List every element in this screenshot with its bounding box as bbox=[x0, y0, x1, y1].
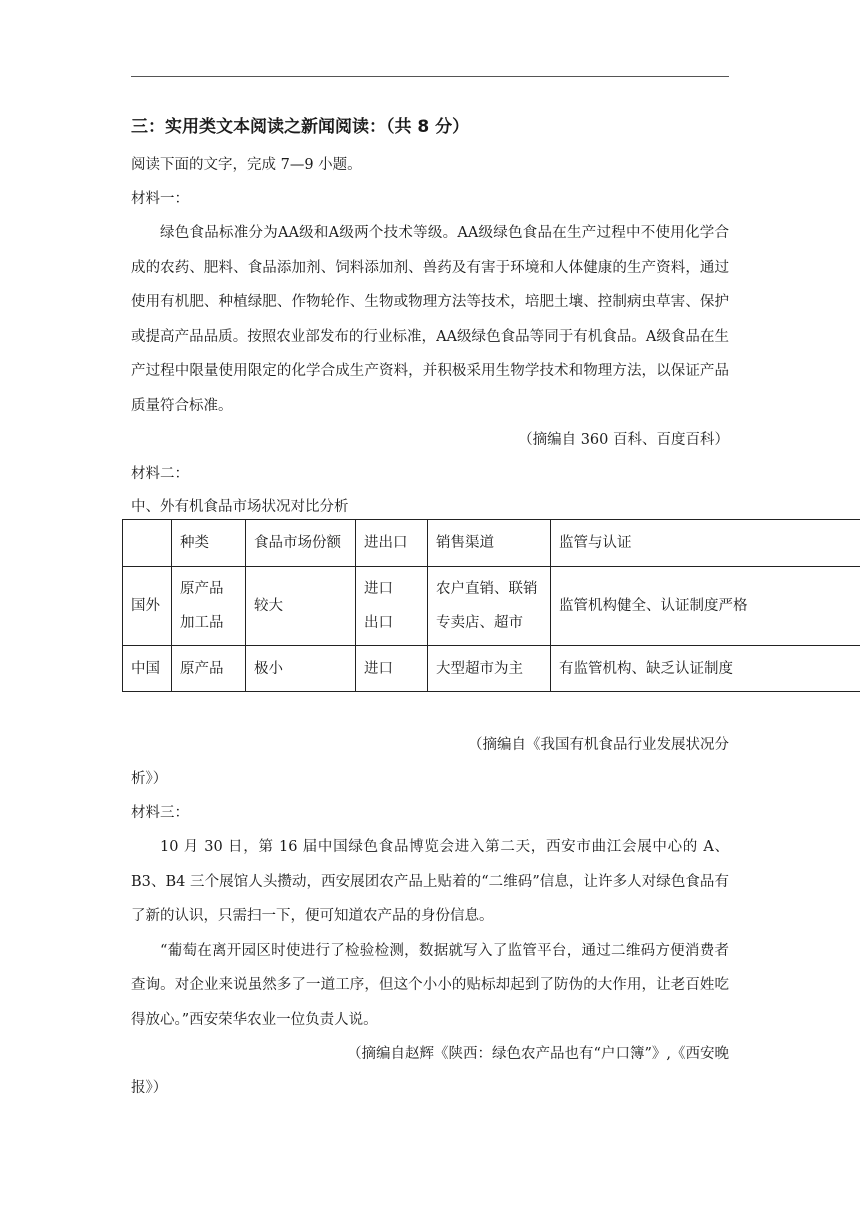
header-cell: 进出口 bbox=[356, 520, 428, 567]
share-cell: 极小 bbox=[246, 646, 356, 692]
table-caption: 中、外有机食品市场状况对比分析 bbox=[131, 499, 349, 515]
header-cell: 食品市场份额 bbox=[246, 520, 356, 567]
document-body-continued bbox=[131, 728, 729, 1105]
channel-cell bbox=[428, 567, 551, 646]
type-line: 原产品 bbox=[180, 581, 224, 597]
top-rule bbox=[131, 76, 729, 77]
material2-source-line1: （摘编自《我国有机食品行业发展状况分 bbox=[468, 737, 729, 753]
header-cell: 监管与认证 bbox=[551, 520, 860, 567]
section-title: 三：实用类文本阅读之新闻阅读：（共 8 分） bbox=[131, 117, 470, 137]
type-line: 加工品 bbox=[180, 615, 224, 631]
trade-line: 进口 bbox=[364, 581, 393, 597]
material3-source-line1: （摘编自赵辉《陕西：绿色农产品也有“户口簿”》,《西安晚 bbox=[347, 1046, 729, 1062]
table-row bbox=[123, 567, 860, 646]
share-cell: 较大 bbox=[246, 567, 356, 646]
material1-label: 材料一： bbox=[131, 191, 189, 207]
trade-cell: 进口 bbox=[356, 646, 428, 692]
table-header-row bbox=[123, 520, 860, 567]
document-body bbox=[131, 112, 729, 522]
channel-line: 农户直销、联销 bbox=[436, 581, 538, 597]
trade-cell bbox=[356, 567, 428, 646]
trade-line: 出口 bbox=[364, 615, 393, 631]
region-cell: 国外 bbox=[123, 567, 172, 646]
header-cell: 销售渠道 bbox=[428, 520, 551, 567]
material3-source-line2: 报》） bbox=[131, 1080, 168, 1096]
channel-cell: 大型超市为主 bbox=[428, 646, 551, 692]
type-cell: 原产品 bbox=[172, 646, 246, 692]
regulation-cell: 监管机构健全、认证制度严格 bbox=[551, 567, 860, 646]
type-cell bbox=[172, 567, 246, 646]
comparison-table bbox=[122, 519, 860, 692]
material1-paragraph: 绿色食品标准分为AA级和A级两个技术等级。AA级绿色食品在生产过程中不使用化学合成的农药、肥料、食品添加剂、饲料添加剂、兽药及有害于环境和人体健康的生产资料，通过使用有机肥、种植绿肥、作物轮作、生物或物理方法等技术，培肥土壤、控制病虫草害、保护或提高产品品质。按照农业部发布的行业标准，AA级绿色食品等同于有机食品。A级食品在生产过程中限量使用限定的化学合成生产资料，并积极采用生物学技术和物理方法，以保证产品质量符合标准。 bbox=[131, 225, 729, 414]
material2-label: 材料二： bbox=[131, 466, 189, 482]
material1-source: （摘编自 360 百科、百度百科） bbox=[518, 432, 729, 448]
regulation-cell: 有监管机构、缺乏认证制度 bbox=[551, 646, 860, 692]
channel-line: 专卖店、超市 bbox=[436, 615, 523, 631]
material3-paragraph-2: “葡萄在离开园区时使进行了检验检测，数据就写入了监管平台，通过二维码方便消费者查询。对企业来说虽然多了一道工序，但这个小小的贴标却起到了防伪的大作用，让老百姓吃得放心。”西安荣华农业一位负责人说。 bbox=[131, 942, 729, 1028]
header-cell bbox=[123, 520, 172, 567]
material3-label: 材料三： bbox=[131, 805, 189, 821]
material3-paragraph-1: 10 月 30 日，第 16 届中国绿色食品博览会进入第二天，西安市曲江会展中心的 A、B3、B4 三个展馆人头攒动，西安展团农产品上贴着的“二维码”信息，让许多人对绿色食品有了新的认识，只需扫一下，便可知道农产品的身份信息。 bbox=[131, 839, 729, 924]
header-cell: 种类 bbox=[172, 520, 246, 567]
table-row bbox=[123, 646, 860, 692]
material2-source-line2: 析》） bbox=[131, 771, 168, 787]
instruction: 阅读下面的文字，完成 7—9 小题。 bbox=[131, 157, 362, 173]
region-cell: 中国 bbox=[123, 646, 172, 692]
